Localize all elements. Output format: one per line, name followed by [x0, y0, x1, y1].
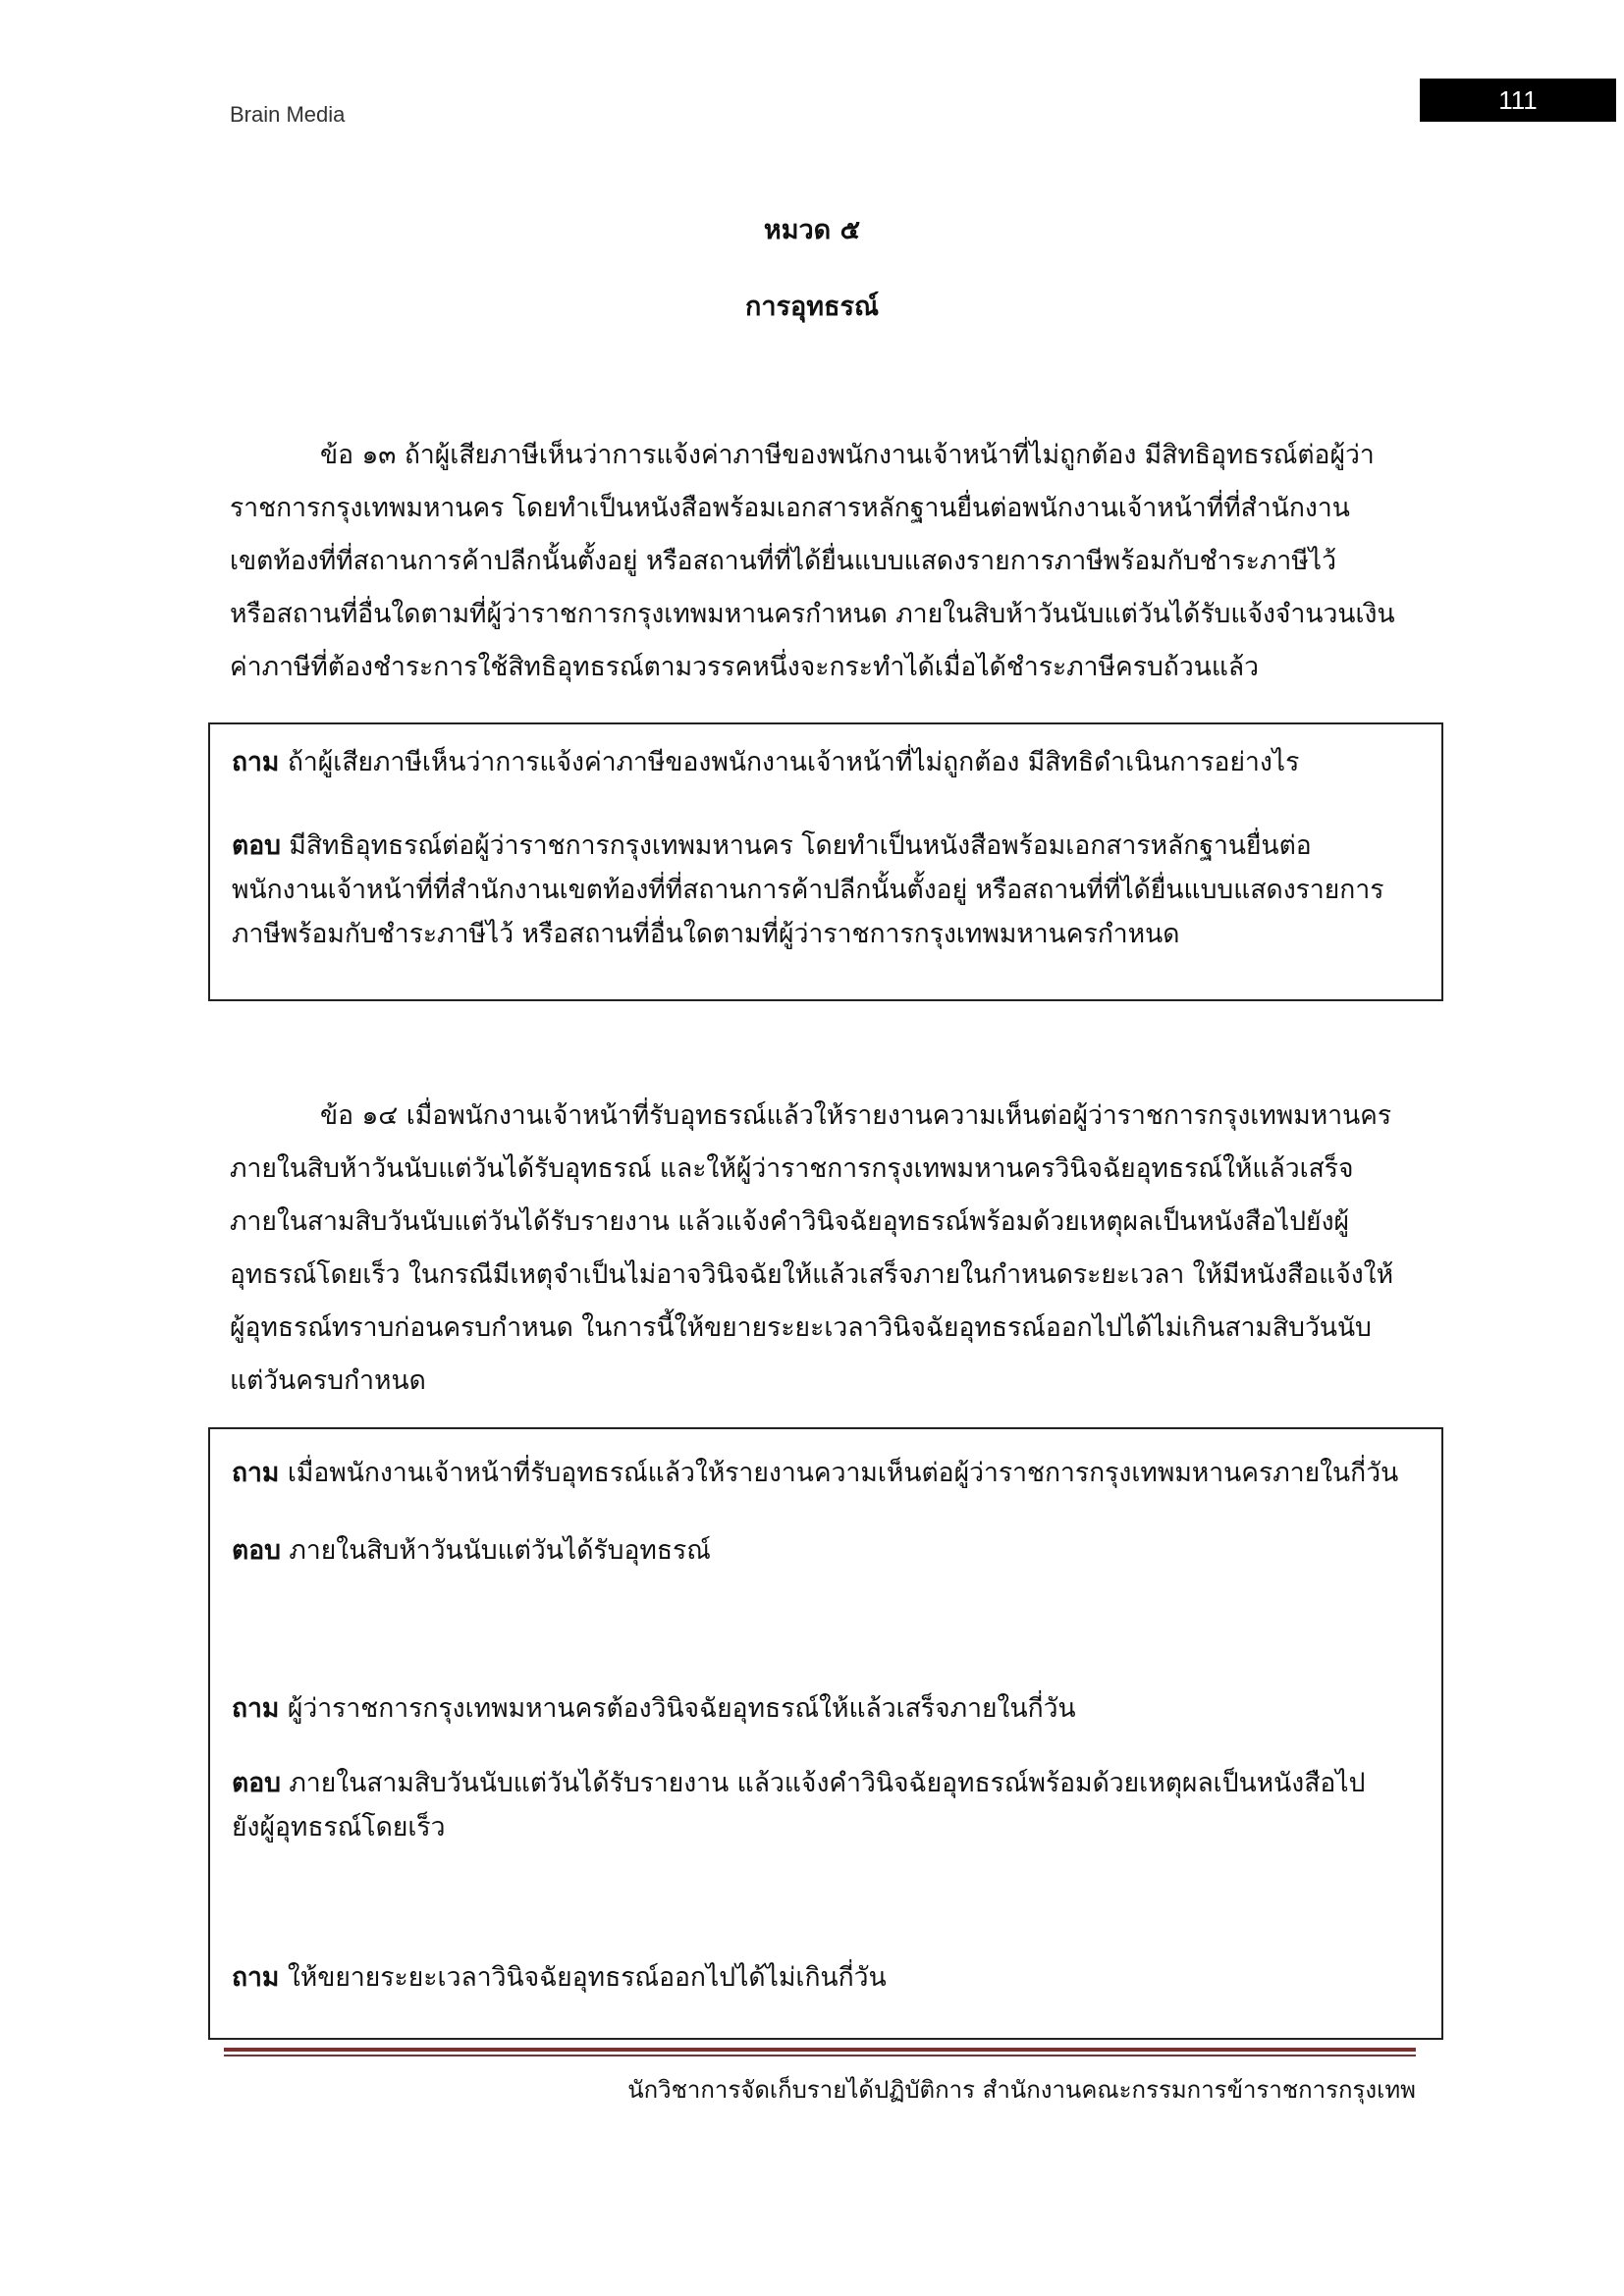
- question-label: ถาม: [232, 1458, 280, 1488]
- answer: [232, 824, 1420, 956]
- section-14-line: ผู้อุทธรณ์ทราบก่อนครบกำหนด ในการนี้ให้ขยายระยะเวลาวินิจฉัยอุทธรณ์ออกไปได้ไม่เกินสามสิบวันนับ: [230, 1312, 1372, 1343]
- section-14-line: ภายในสามสิบวันนับแต่วันได้รับรายงาน แล้วแจ้งคำวินิจฉัยอุทธรณ์พร้อมด้วยเหตุผลเป็นหนังสือไปยังผู้: [230, 1206, 1350, 1237]
- section-14: [230, 1090, 1418, 1408]
- answer-label: ตอบ: [232, 1535, 281, 1566]
- footer-text: นักวิชาการจัดเก็บรายได้ปฏิบัติการ สำนักงานคณะกรรมการข้าราชการกรุงเทพ: [627, 2076, 1416, 2104]
- section-14-line: อุทธรณ์โดยเร็ว ในกรณีมีเหตุจำเป็นไม่อาจวินิจฉัยให้แล้วเสร็จภายในกำหนดระยะเวลา ให้มีหนังสือแจ้งให้: [230, 1259, 1394, 1290]
- answer: [232, 1761, 1420, 1849]
- answer-line: ภาษีพร้อมกับชำระภาษีไว้ หรือสถานที่อื่นใดตามที่ผู้ว่าราชการกรุงเทพมหานครกำหนด: [232, 919, 1180, 949]
- answer-line: พนักงานเจ้าหน้าที่ที่สำนักงานเขตท้องที่ที่สถานการค้าปลีกนั้นตั้งอยู่ หรือสถานที่ที่ได้ยื่นแบบแสดงรายการ: [232, 875, 1384, 905]
- section-13-line: ราชการกรุงเทพมหานคร โดยทำเป็นหนังสือพร้อมเอกสารหลักฐานยื่นต่อพนักงานเจ้าหน้าที่ที่สำนักงาน: [230, 493, 1350, 523]
- question-text: ผู้ว่าราชการกรุงเทพมหานครต้องวินิจฉัยอุทธรณ์ให้แล้วเสร็จภายในกี่วัน: [287, 1693, 1076, 1724]
- question-label: ถาม: [232, 1962, 280, 1993]
- section-13: [230, 429, 1418, 694]
- qa-box-1: [208, 722, 1443, 1001]
- question-label: ถาม: [232, 1693, 280, 1724]
- answer-label: ตอบ: [232, 1768, 281, 1798]
- section-13-line: หรือสถานที่อื่นใดตามที่ผู้ว่าราชการกรุงเทพมหานครกำหนด ภายในสิบห้าวันนับแต่วันได้รับแจ้งจำนวนเงิน: [230, 599, 1395, 629]
- footer-rule: [224, 2048, 1416, 2052]
- page-number: 111: [1420, 79, 1616, 122]
- section-14-line: ภายในสิบห้าวันนับแต่วันได้รับอุทธรณ์ และให้ผู้ว่าราชการกรุงเทพมหานครวินิจฉัยอุทธรณ์ให้แล้วเสร็จ: [230, 1153, 1354, 1184]
- brand-name: Brain Media: [230, 102, 346, 127]
- answer-line: ตอบ ภายในสามสิบวันนับแต่วันได้รับรายงาน แล้วแจ้งคำวินิจฉัยอุทธรณ์พร้อมด้วยเหตุผลเป็นหนังสือไป: [232, 1768, 1366, 1798]
- question: [232, 1955, 1420, 2000]
- question: [232, 740, 1420, 784]
- answer: [232, 1528, 1420, 1573]
- qa-box-2: [208, 1427, 1443, 2040]
- section-13-line: ข้อ ๑๓ ถ้าผู้เสียภาษีเห็นว่าการแจ้งค่าภาษีของพนักงานเจ้าหน้าที่ไม่ถูกต้อง มีสิทธิอุทธรณ์ต่อผู้ว่า: [320, 440, 1375, 470]
- answer-text: ภายในสิบห้าวันนับแต่วันได้รับอุทธรณ์: [289, 1535, 711, 1566]
- question: [232, 1451, 1420, 1495]
- answer-line: ตอบ มีสิทธิอุทธรณ์ต่อผู้ว่าราชการกรุงเทพมหานคร โดยทำเป็นหนังสือพร้อมเอกสารหลักฐานยื่นต่อ: [232, 830, 1312, 861]
- question-text: ถ้าผู้เสียภาษีเห็นว่าการแจ้งค่าภาษีของพนักงานเจ้าหน้าที่ไม่ถูกต้อง มีสิทธิดำเนินการอย่างไร: [287, 747, 1300, 777]
- chapter-title: การอุทธรณ์: [744, 292, 880, 322]
- question: [232, 1686, 1420, 1731]
- footer-rule-thin: [224, 2055, 1416, 2056]
- section-14-line: ข้อ ๑๔ เมื่อพนักงานเจ้าหน้าที่รับอุทธรณ์แล้วให้รายงานความเห็นต่อผู้ว่าราชการกรุงเทพมหานคร: [320, 1100, 1392, 1131]
- section-14-line: แต่วันครบกำหนด: [230, 1365, 426, 1396]
- question-text: เมื่อพนักงานเจ้าหน้าที่รับอุทธรณ์แล้วให้รายงานความเห็นต่อผู้ว่าราชการกรุงเทพมหานครภายในกี่วัน: [287, 1458, 1399, 1488]
- question-label: ถาม: [232, 747, 280, 777]
- section-13-line: ค่าภาษีที่ต้องชำระการใช้สิทธิอุทธรณ์ตามวรรคหนึ่งจะกระทำได้เมื่อได้ชำระภาษีครบถ้วนแล้ว: [230, 652, 1260, 682]
- section-13-line: เขตท้องที่ที่สถานการค้าปลีกนั้นตั้งอยู่ หรือสถานที่ที่ได้ยื่นแบบแสดงรายการภาษีพร้อมกับชำระภาษีไว้: [230, 546, 1336, 576]
- answer-line: ยังผู้อุทธรณ์โดยเร็ว: [232, 1812, 446, 1842]
- question-text: ให้ขยายระยะเวลาวินิจฉัยอุทธรณ์ออกไปได้ไม่เกินกี่วัน: [287, 1962, 887, 1993]
- chapter-number: หมวด ๕: [763, 215, 861, 245]
- answer-label: ตอบ: [232, 830, 281, 861]
